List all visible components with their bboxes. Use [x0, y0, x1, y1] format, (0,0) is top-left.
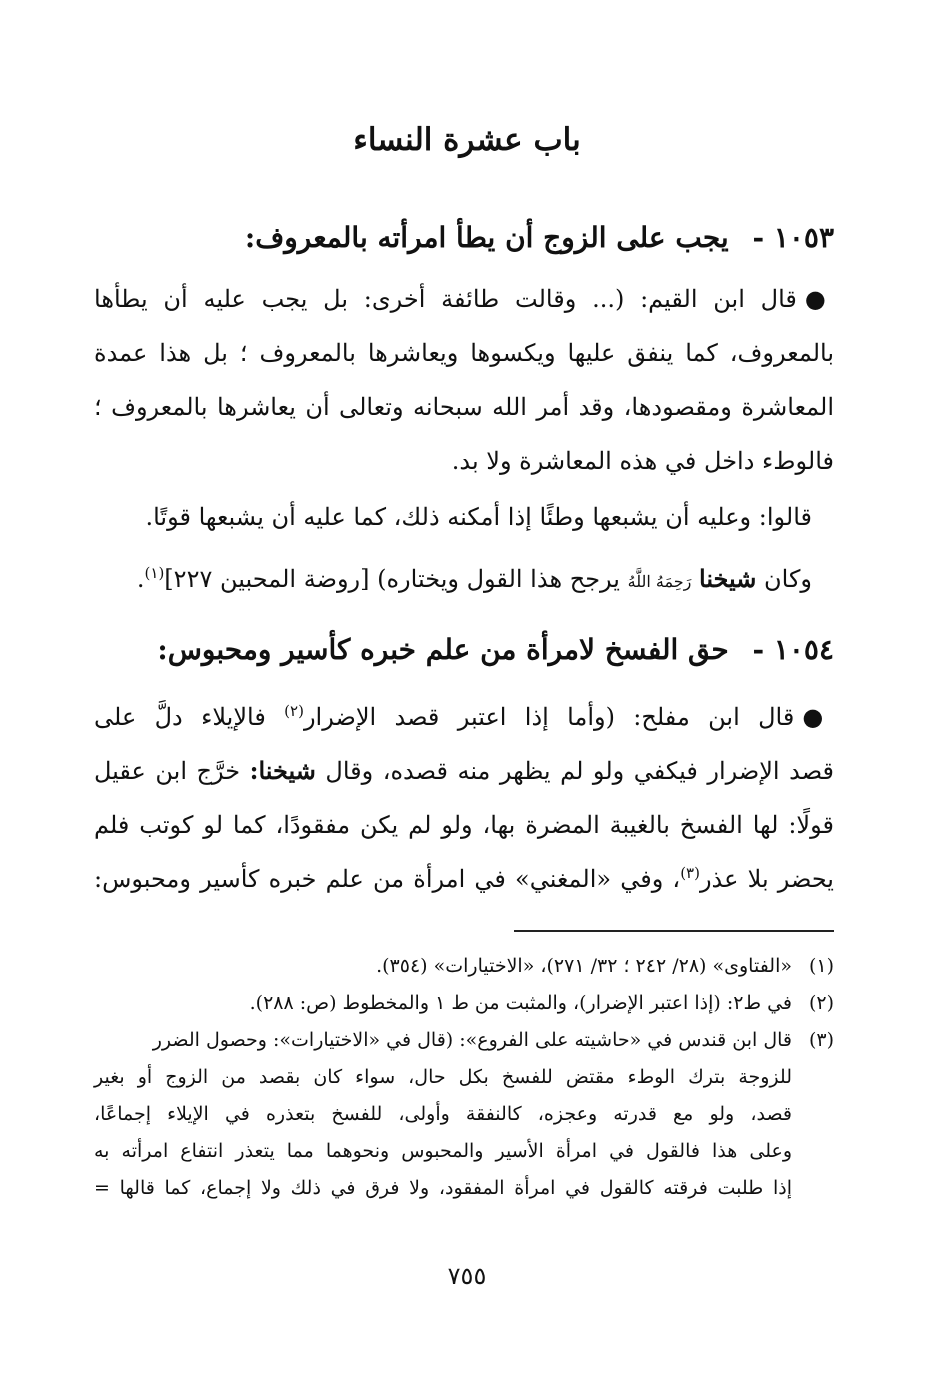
footnote-number: (١) — [808, 955, 834, 977]
section-1053-heading — [94, 218, 834, 258]
paragraph-line: بالمعروف، كما ينفق عليها ويكسوها ويعاشرها بالمعروف ؛ بل هذا عمدة — [94, 339, 834, 367]
footnote-3-continuation: للزوجة بترك الوطء مقتض للفسخ بكل حال، سواء كان بقصد من الزوج أو بغير — [94, 1066, 792, 1088]
section-1054-heading — [94, 630, 834, 670]
paragraph-line: قولًا: لها الفسخ بالغيبة المضرة بها، ولو لم يكن مفقودًا، كما لو كوتب فلم — [94, 811, 834, 839]
bullet-icon: ● — [802, 703, 834, 731]
footnote-text: «الفتاوى» (٢٨/ ٢٤٢ ؛ ٣٢/ ٢٧١)، «الاختيارات» (٣٥٤). — [376, 955, 792, 977]
footnote-1 — [94, 948, 834, 985]
footnote-3-continuation: وعلى هذا فالقول في امرأة الأسير والمحبوس ونحوهما مما يتعذر انتفاع امرأته به — [94, 1140, 792, 1162]
footnote-2 — [94, 985, 834, 1022]
footnotes — [94, 948, 834, 1207]
footnote-3-continuation: إذا طلبت فرقته كالقول في امرأة المفقود، ولا فرق في ذلك ولا إجماع، كما قالها = — [94, 1177, 792, 1199]
footnote-ref[interactable]: (٢) — [284, 702, 304, 720]
footnote-ref[interactable]: (٣) — [680, 864, 700, 882]
footnote-text: في ط٢: (إذا اعتبر الإضرار)، والمثبت من ط ١ والمخطوط (ص: ٢٨٨). — [249, 992, 792, 1014]
section-1053-number: ١٠٥٣ - — [752, 221, 834, 254]
footnote-separator — [514, 930, 834, 932]
paragraph-line: يحضر بلا عذر$^{(٣)}$، وفي «المغني» في امرأة من علم خبره كأسير ومحبوس: — [94, 864, 834, 893]
paragraph-line: وكان شيخنا رَحِمَهُ اللَّهُ يرجح هذا القول ويختاره) [روضة المحبين ٢٢٧]$^{(١)}$. — [136, 564, 812, 593]
section-1054-paragraph — [94, 690, 834, 906]
shaykh-name: شيخنا — [699, 564, 757, 593]
paragraph-line: فالوطء داخل في هذه المعاشرة ولا بد. — [451, 447, 834, 475]
footnote-number: (٣) — [808, 1029, 834, 1051]
footnote-text: قال ابن قندس في «حاشيته على الفروع»: (قال في «الاختيارات»: وحصول الضرر — [152, 1029, 792, 1051]
section-1053-paragraph-2 — [94, 490, 834, 544]
section-1053-title: يجب على الزوج أن يطأ امرأته بالمعروف: — [244, 221, 729, 254]
footnote-number: (٢) — [808, 992, 834, 1014]
footnote-ref[interactable]: (١) — [144, 564, 165, 582]
section-1054-number: ١٠٥٤ - — [752, 633, 834, 666]
section-1053-paragraph-3 — [94, 552, 834, 606]
paragraph-line: ●قال ابن مفلح: (وأما إذا اعتبر قصد الإضرار$^{(٢)}$ فالإيلاء دلَّ على — [94, 702, 834, 731]
page-number: ٧٥٥ — [447, 1262, 487, 1290]
chapter-title: باب عشرة النساء — [353, 122, 581, 158]
paragraph-line: قصد الإضرار فيكفي ولو لم يظهر منه قصده، وقال شيخنا: خرَّج ابن عقيل — [94, 756, 834, 785]
bullet-icon: ● — [804, 285, 834, 313]
shaykh-name: شيخنا: — [249, 756, 316, 785]
footnote-3 — [94, 1022, 834, 1059]
paragraph-line: ●قال ابن القيم: (... وقالت طائفة أخرى: بل يجب عليه أن يطأها — [94, 285, 834, 313]
paragraph-line: قالوا: وعليه أن يشبعها وطئًا إذا أمكنه ذلك، كما عليه أن يشبعها قوتًا. — [145, 503, 812, 531]
section-1054-title: حق الفسخ لامرأة من علم خبره كأسير ومحبوس: — [157, 633, 729, 666]
paragraph-line: المعاشرة ومقصودها، وقد أمر الله سبحانه وتعالى أن يعاشرها بالمعروف ؛ — [94, 393, 834, 421]
section-1053-paragraph-1 — [94, 272, 834, 488]
footnote-3-continuation: قصد، ولو مع قدرته وعجزه، كالنفقة وأولى، للفسخ بتعذره في الإيلاء إجماعًا، — [94, 1103, 793, 1125]
honorific: رَحِمَهُ اللَّهُ — [627, 572, 692, 591]
